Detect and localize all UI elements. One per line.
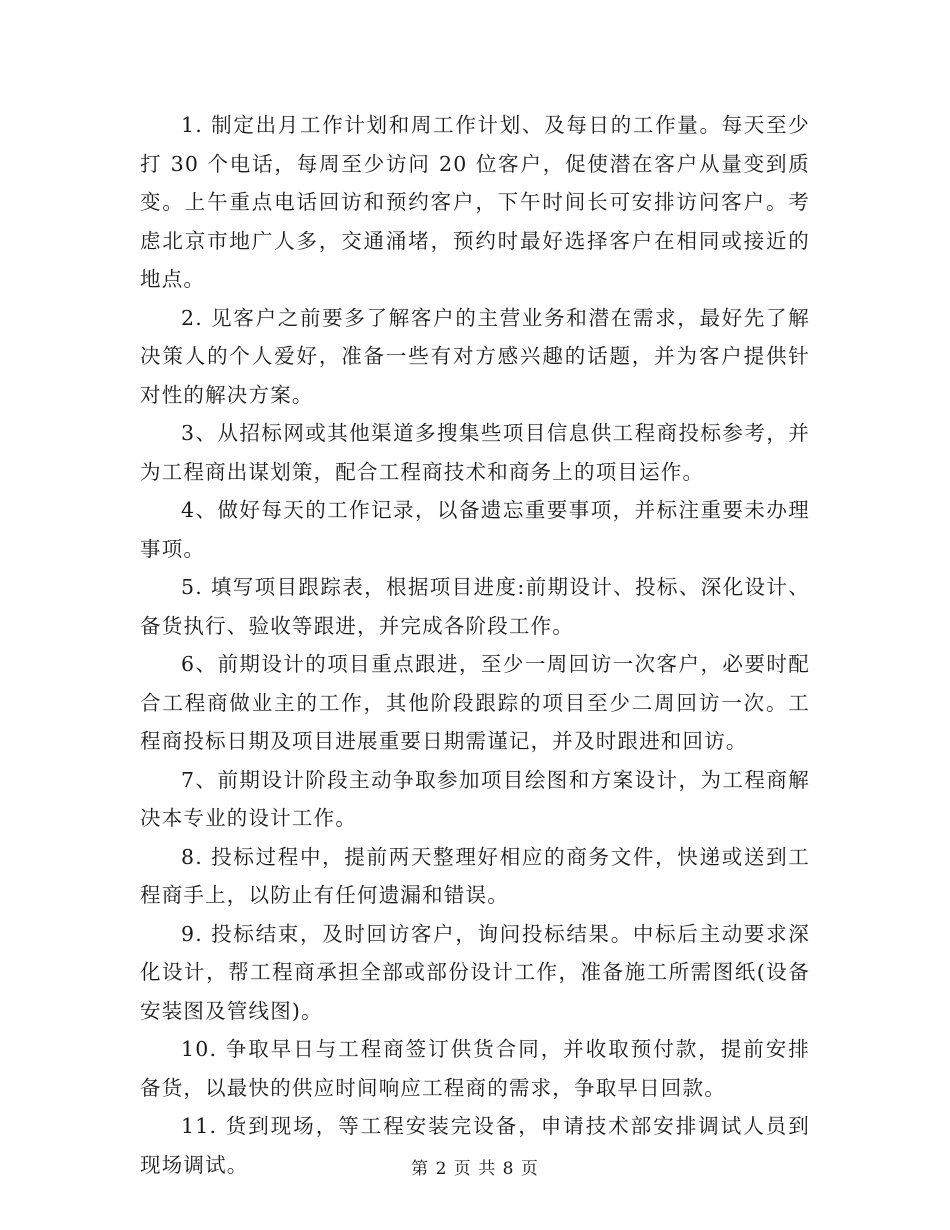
paragraph-7: 7、前期设计阶段主动争取参加项目绘图和方案设计，为工程商解决本专业的设计工作。 — [140, 767, 810, 830]
page-number-label: 第 2 页 共 8 页 — [411, 1159, 539, 1179]
paragraph-6: 6、前期设计的项目重点跟进，至少一周回访一次客户，必要时配合工程商做业主的工作，其他阶段跟踪的项目至少二周回访一次。工程商投标日期及项目进展重要日期需谨记，并及时跟进和回访。 — [140, 652, 810, 753]
paragraph-2: 2. 见客户之前要多了解客户的主营业务和潜在需求，最好先了解决策人的个人爱好，准备一些有对方感兴趣的话题，并为客户提供针对性的解决方案。 — [140, 305, 810, 407]
page-footer — [0, 1154, 950, 1179]
paragraph-3: 3、从招标网或其他渠道多搜集些项目信息供工程商投标参考，并为工程商出谋划策，配合工程商技术和商务上的项目运作。 — [140, 421, 810, 484]
paragraph-1: 1. 制定出月工作计划和周工作计划、及每日的工作量。每天至少打 30 个电话，每周至少访问 20 位客户，促使潜在客户从量变到质变。上午重点电话回访和预约客户，下午时间长可安排访问客户。考虑北京市地广人多，交通涌堵，预约时最好选择客户在相同或接近的地点。 — [140, 113, 810, 291]
document-body — [140, 106, 810, 1184]
paragraph-5: 5. 填写项目跟踪表，根据项目进度:前期设计、投标、深化设计、备货执行、验收等跟进，并完成各阶段工作。 — [140, 575, 810, 638]
paragraph-4: 4、做好每天的工作记录，以备遗忘重要事项，并标注重要未办理事项。 — [140, 498, 810, 561]
paragraph-10: 10. 争取早日与工程商签订供货合同，并收取预付款，提前安排备货，以最快的供应时间响应工程商的需求，争取早日回款。 — [140, 1037, 810, 1100]
paragraph-9: 9. 投标结束，及时回访客户，询问投标结果。中标后主动要求深化设计，帮工程商承担全部或部份设计工作，准备施工所需图纸(设备安装图及管线图)。 — [140, 921, 810, 1023]
paragraph-11: 11. 货到现场，等工程安装完设备，申请技术部安排调试人员到现场调试。 — [140, 1114, 810, 1177]
paragraph-8: 8. 投标过程中，提前两天整理好相应的商务文件，快递或送到工程商手上，以防止有任何遗漏和错误。 — [140, 844, 810, 907]
